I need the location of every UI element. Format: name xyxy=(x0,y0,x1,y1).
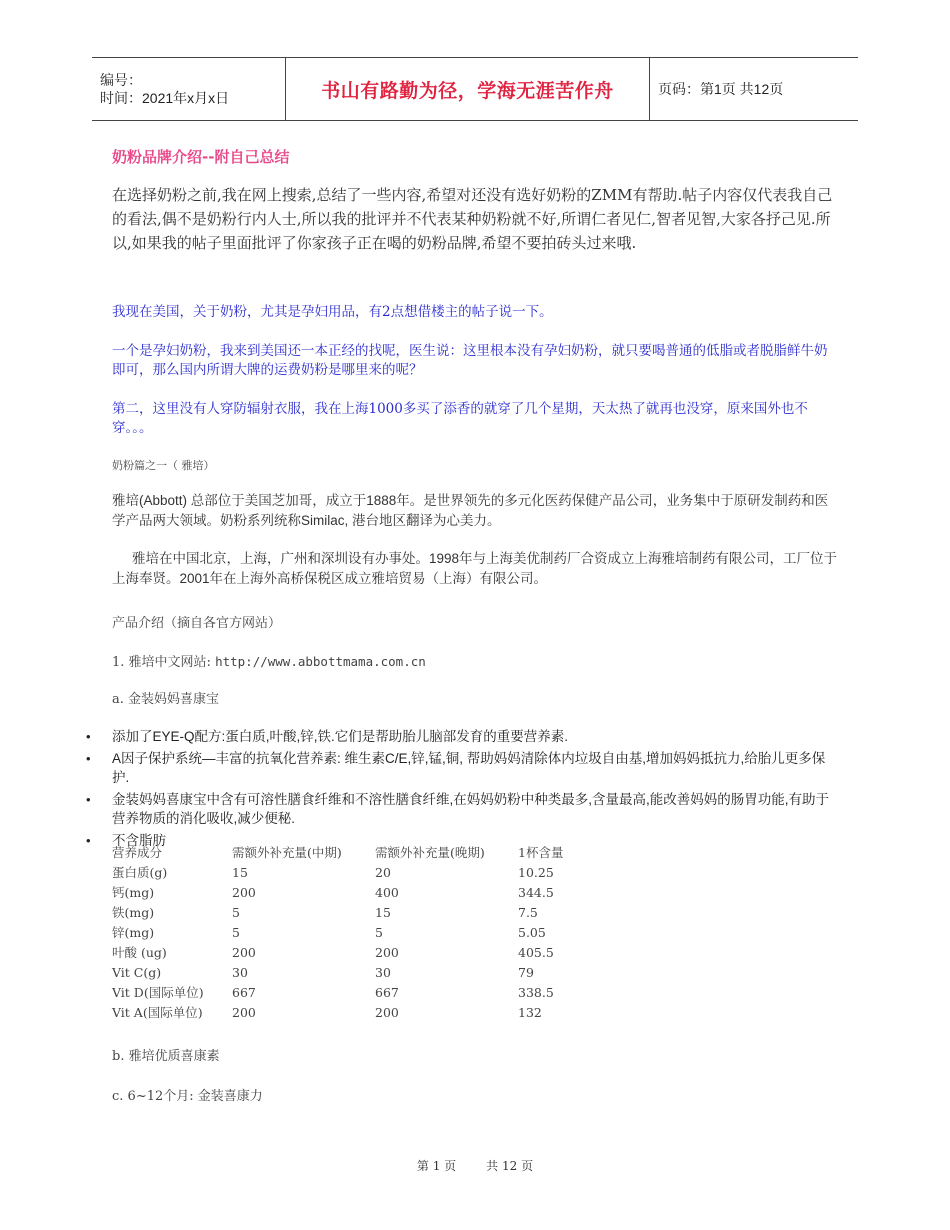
list-item xyxy=(86,790,840,829)
table-cell: Vit D(国际单位) xyxy=(112,985,204,1000)
table-row xyxy=(112,1002,608,1022)
abbott-paragraph-1: 雅培(Abbott) 总部位于美国芝加哥，成立于1888年。是世界领先的多元化医药保健产品公司，业务集中于原研发制药和医学产品两大领域。奶粉系列统称Similac, 港台地区翻译为心美力。 xyxy=(112,493,829,528)
table-cell: 钙(mg) xyxy=(112,885,155,900)
list-item-text: 不含脂肪 xyxy=(112,832,166,848)
table-row xyxy=(112,942,608,962)
website-line xyxy=(112,651,840,670)
list-item xyxy=(86,727,840,747)
table-cell: 667 xyxy=(232,984,256,1000)
table-header-cell: 1杯含量 xyxy=(518,845,564,860)
footer-page-total: 共 12 页 xyxy=(486,1159,534,1173)
list-item-text: A因子保护系统—丰富的抗氧化营养素: 维生素C/E,锌,锰,铜, 帮助妈妈清除体内垃圾自由基,增加妈妈抵抗力,给胎儿更多保护. xyxy=(112,750,826,785)
table-cell: 15 xyxy=(232,864,248,880)
bullet-icon: • xyxy=(86,791,91,807)
product-intro-heading: 产品介绍（摘自各官方网站） xyxy=(112,616,282,631)
bullet-icon: • xyxy=(86,832,91,848)
blue-paragraph-3: 第二，这里没有人穿防辐射衣服，我在上海1000多买了添香的就穿了几个星期，天太热了就再也没穿，原来国外也不穿。。。 xyxy=(112,401,808,436)
table-cell: 30 xyxy=(232,964,248,980)
list-item xyxy=(86,749,840,788)
table-cell: 蛋白质(g) xyxy=(112,865,168,880)
document-title: 奶粉品牌介绍--附自己总结 xyxy=(112,148,290,166)
bullet-icon: • xyxy=(86,729,91,744)
table-cell: 200 xyxy=(232,944,256,960)
table-cell: 铁(mg) xyxy=(112,905,155,920)
blue-paragraph-1: 我现在美国，关于奶粉，尤其是孕妇用品，有2点想借楼主的帖子说一下。 xyxy=(112,304,553,320)
document-time-label: 时间：2021年x月x日 xyxy=(100,90,230,106)
header-motto: 书山有路勤为径，学海无涯苦作舟 xyxy=(321,79,614,102)
table-cell: 15 xyxy=(375,904,391,920)
table-row xyxy=(112,862,608,882)
table-cell: 200 xyxy=(375,944,399,960)
table-cell: 叶酸 (ug) xyxy=(112,945,167,960)
table-cell: Vit C(g) xyxy=(112,964,162,980)
section-label: 奶粉篇之一（ 雅培） xyxy=(112,459,215,472)
table-cell: 10.25 xyxy=(518,864,554,880)
bullet-icon: • xyxy=(86,750,91,766)
table-cell: 200 xyxy=(232,1004,256,1020)
table-cell: 79 xyxy=(518,964,534,980)
header-page-info-cell xyxy=(650,58,858,120)
intro-paragraph: 在选择奶粉之前,我在网上搜索,总结了一些内容,希望对还没有选好奶粉的ZMM有帮助.帖子内容仅代表我自己的看法,偶不是奶粉行内人士,所以我的批评并不代表某种奶粉就不好,所谓仁者见仁,智者见智,大家各抒己见.所以,如果我的帖子里面批评了你家孩子正在喝的奶粉品牌,希望不要拍砖头过来哦. xyxy=(112,186,833,252)
table-header-row xyxy=(112,842,608,862)
product-c-heading: c. 6~12个月: 金装喜康力 xyxy=(112,1089,263,1104)
table-cell: 400 xyxy=(375,884,399,900)
header-meta xyxy=(92,58,286,120)
blue-paragraph-2: 一个是孕妇奶粉，我来到美国还一本正经的找呢，医生说：这里根本没有孕妇奶粉，就只要喝普通的低脂或者脱脂鲜牛奶即可，那么国内所谓大牌的运费奶粉是哪里来的呢？ xyxy=(112,343,828,378)
table-cell: Vit A(国际单位) xyxy=(112,1005,203,1020)
header-page-info: 页码：第1页 共12页 xyxy=(658,81,784,97)
table-cell: 5 xyxy=(232,924,240,940)
table-header-cell: 需额外补充量(晚期) xyxy=(375,845,485,860)
nutrition-table xyxy=(112,842,608,1022)
table-row xyxy=(112,922,608,942)
table-cell: 405.5 xyxy=(518,944,554,960)
table-header-cell: 需额外补充量(中期) xyxy=(232,845,342,860)
table-cell: 5.05 xyxy=(518,924,546,940)
list-item-text: 金装妈妈喜康宝中含有可溶性膳食纤维和不溶性膳食纤维,在妈妈奶粉中种类最多,含量最高,能改善妈妈的肠胃功能,有助于营养物质的消化吸收,减少便秘. xyxy=(112,791,830,826)
table-cell: 667 xyxy=(375,984,399,1000)
footer-page-number: 第 1 页 xyxy=(416,1159,457,1173)
table-cell: 132 xyxy=(518,1004,542,1020)
table-header-cell: 营养成分 xyxy=(112,845,163,860)
website-prefix: 1. 雅培中文网站: xyxy=(112,655,216,670)
list-item-text: 添加了EYE-Q配方:蛋白质,叶酸,锌,铁.它们是帮助胎儿脑部发育的重要营养素. xyxy=(112,729,569,744)
table-cell: 200 xyxy=(232,884,256,900)
table-cell: 锌(mg) xyxy=(112,925,155,940)
table-cell: 20 xyxy=(375,864,391,880)
website-url-link[interactable]: http://www.abbottmama.com.cn xyxy=(215,654,426,669)
header-motto-cell xyxy=(286,58,650,120)
table-row xyxy=(112,962,608,982)
table-row xyxy=(112,982,608,1002)
table-cell: 338.5 xyxy=(518,984,554,1000)
page-header xyxy=(92,57,858,121)
abbott-paragraph-2: 雅培在中国北京，上海，广州和深圳设有办事处。1998年与上海美优制药厂合资成立上海雅培制药有限公司，工厂位于上海奉贤。2001年在上海外高桥保税区成立雅培贸易（上海）有限公司。 xyxy=(112,551,838,586)
table-row xyxy=(112,902,608,922)
feature-bullet-list xyxy=(86,727,840,852)
table-row xyxy=(112,882,608,902)
product-a-heading: a. 金装妈妈喜康宝 xyxy=(112,692,220,707)
page-footer xyxy=(0,1157,950,1174)
table-cell: 30 xyxy=(375,964,391,980)
table-cell: 200 xyxy=(375,1004,399,1020)
document-number-label: 编号： xyxy=(100,72,142,88)
table-cell: 5 xyxy=(232,904,240,920)
table-cell: 344.5 xyxy=(518,884,554,900)
table-cell: 7.5 xyxy=(518,904,538,920)
product-b-heading: b. 雅培优质喜康素 xyxy=(112,1049,220,1064)
table-cell: 5 xyxy=(375,924,383,940)
